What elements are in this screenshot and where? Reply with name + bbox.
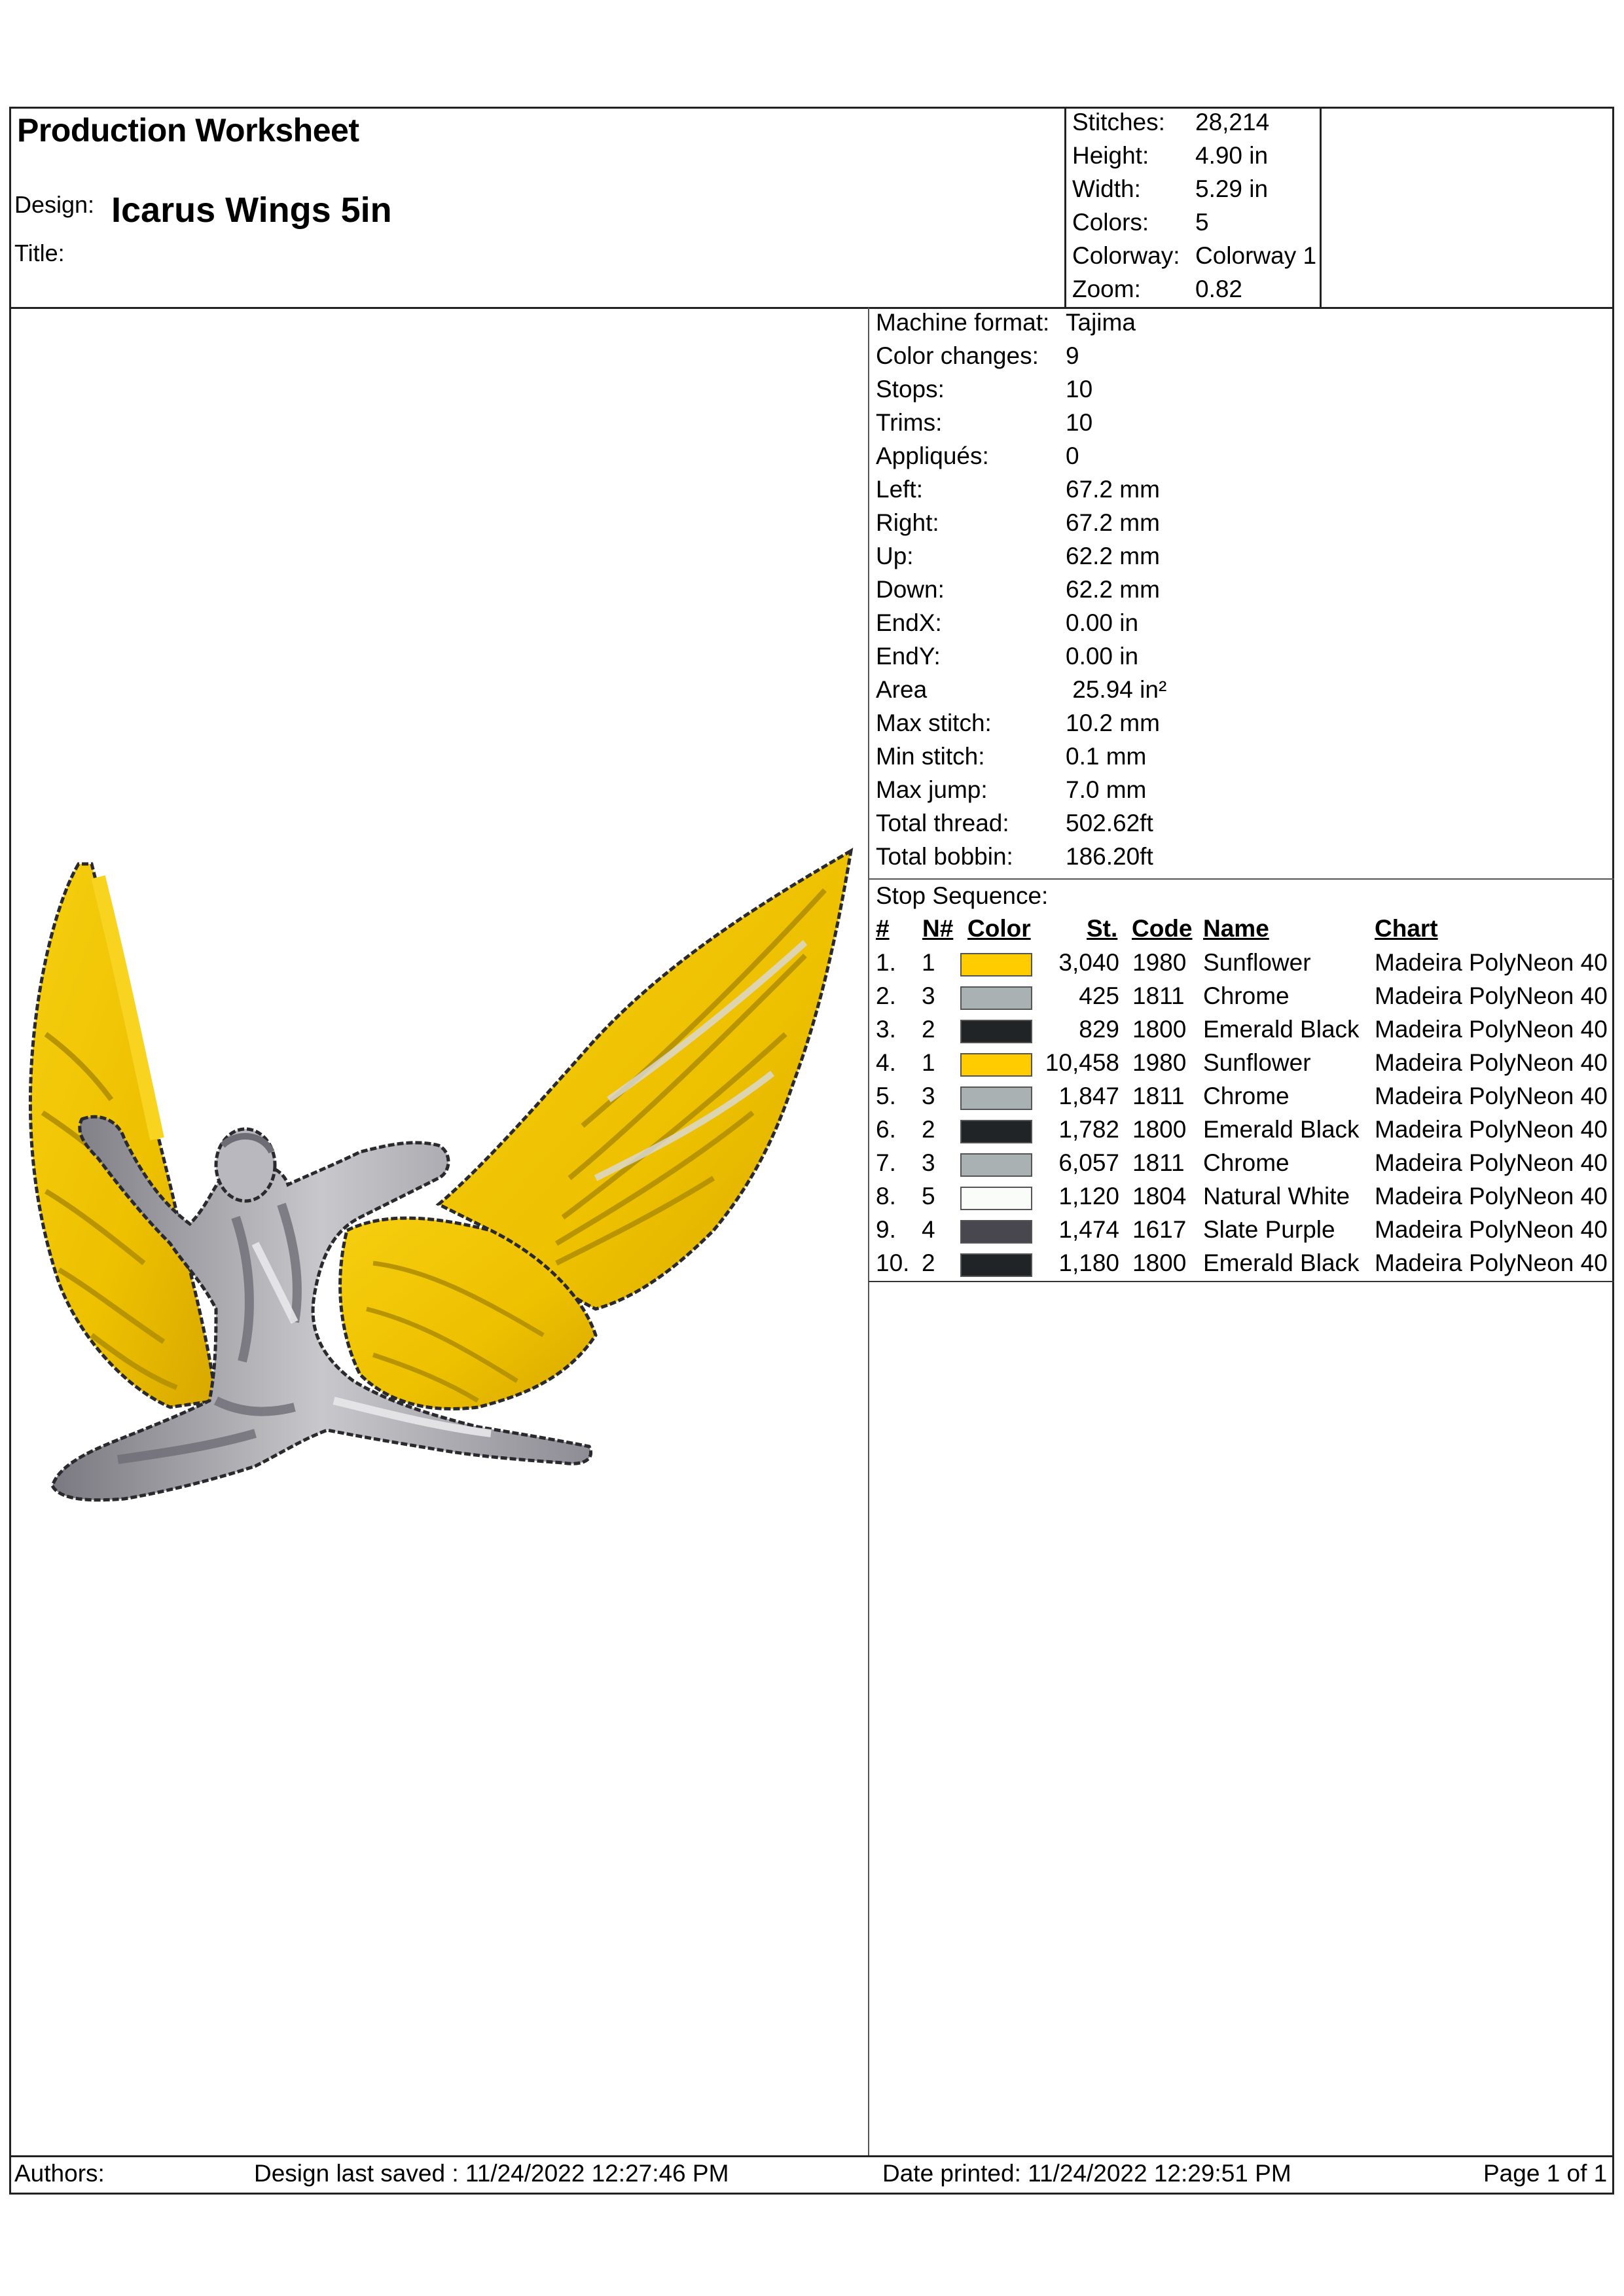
column-header-color: Color [967,915,1031,942]
thread-code: 1800 [1132,1249,1187,1276]
needle-number: 4 [922,1216,935,1243]
color-swatch [960,986,1032,1010]
thread-code: 1811 [1132,1149,1185,1176]
thread-code: 1811 [1132,1083,1185,1109]
info-label: Machine format: [876,309,1050,336]
stat-label: Width: [1072,175,1141,202]
stat-value: Colorway 1 [1195,242,1317,269]
thread-chart: Madeira PolyNeon 40 [1375,1083,1608,1109]
column-header-chart: Chart [1375,915,1438,942]
color-swatch [960,1220,1032,1244]
info-label: Right: [876,509,939,536]
row-index: 10. [876,1249,910,1276]
info-value: 10.2 mm [1066,709,1160,736]
needle-number: 3 [922,1149,935,1176]
design-name: Icarus Wings 5in [111,190,392,230]
row-index: 8. [876,1183,896,1210]
thread-code: 1811 [1132,982,1185,1009]
footer-last-saved: Design last saved : 11/24/2022 12:27:46 PM [254,2160,729,2187]
row-index: 1. [876,949,896,976]
info-label: Left: [876,476,923,503]
table-row [864,1149,1614,1183]
design-preview-image [20,838,864,1636]
column-header-stitches: St. [1087,915,1118,942]
thread-chart: Madeira PolyNeon 40 [1375,1149,1608,1176]
info-value: 25.94 in² [1066,676,1167,703]
color-swatch [960,1253,1032,1277]
stat-label: Zoom: [1072,276,1141,302]
info-value: 186.20ft [1066,843,1153,870]
info-value: 0.00 in [1066,643,1139,670]
thread-chart: Madeira PolyNeon 40 [1375,1249,1608,1276]
row-index: 5. [876,1083,896,1109]
info-label: Total thread: [876,810,1009,836]
table-row [864,1049,1614,1083]
column-header-index: # [876,915,890,942]
thread-code: 1980 [1132,1049,1187,1076]
needle-number: 2 [922,1249,935,1276]
color-swatch [960,1020,1032,1043]
stitch-count: 3,040 [1058,949,1119,976]
row-index: 9. [876,1216,896,1243]
thread-code: 1617 [1132,1216,1187,1243]
color-swatch [960,1086,1032,1110]
column-header-needle: N# [922,915,954,942]
thread-code: 1800 [1132,1016,1187,1043]
color-swatch [960,1120,1032,1143]
table-row [864,1249,1614,1283]
stat-value: 5 [1195,209,1209,236]
color-swatch [960,1153,1032,1177]
stitch-count: 425 [1079,982,1119,1009]
needle-number: 5 [922,1183,935,1210]
info-label: Up: [876,543,914,569]
thread-chart: Madeira PolyNeon 40 [1375,1216,1608,1243]
table-row [864,1083,1614,1116]
thread-name: Sunflower [1203,1049,1311,1076]
thread-chart: Madeira PolyNeon 40 [1375,982,1608,1009]
thread-name: Emerald Black [1203,1016,1360,1043]
stitch-count: 1,180 [1058,1249,1119,1276]
stat-value: 0.82 [1195,276,1243,302]
info-label: Stops: [876,376,945,403]
info-value: 62.2 mm [1066,576,1160,603]
header-blank-divider [1320,107,1322,308]
column-header-name: Name [1203,915,1269,942]
stat-label: Height: [1072,142,1149,169]
needle-number: 1 [922,949,935,976]
stat-value: 28,214 [1195,109,1270,135]
row-index: 3. [876,1016,896,1043]
title-label: Title: [14,240,65,266]
design-label: Design: [14,191,95,218]
thread-chart: Madeira PolyNeon 40 [1375,949,1608,976]
thread-name: Slate Purple [1203,1216,1335,1243]
info-value: 502.62ft [1066,810,1153,836]
info-value: 67.2 mm [1066,509,1160,536]
info-label: Area [876,676,928,703]
footer-date-printed: Date printed: 11/24/2022 12:29:51 PM [882,2160,1291,2187]
row-index: 6. [876,1116,896,1143]
thread-name: Emerald Black [1203,1249,1360,1276]
footer-page-number: Page 1 of 1 [1483,2160,1608,2187]
info-value: 0 [1066,442,1079,469]
table-row [864,1216,1614,1249]
stitch-count: 10,458 [1045,1049,1119,1076]
column-header-code: Code [1132,915,1193,942]
footer-authors: Authors: [14,2160,105,2187]
color-swatch [960,1053,1032,1077]
needle-number: 2 [922,1016,935,1043]
info-value: 10 [1066,409,1093,436]
info-value: 67.2 mm [1066,476,1160,503]
info-label: EndY: [876,643,941,670]
stat-label: Colorway: [1072,242,1180,269]
info-label: Total bobbin: [876,843,1013,870]
stop-sequence-title: Stop Sequence: [876,882,1049,909]
stitch-count: 6,057 [1058,1149,1119,1176]
info-value: 0.1 mm [1066,743,1147,770]
table-row [864,1183,1614,1216]
stitch-count: 1,847 [1058,1083,1119,1109]
stat-label: Stitches: [1072,109,1165,135]
info-label: Trims: [876,409,943,436]
thread-chart: Madeira PolyNeon 40 [1375,1049,1608,1076]
stitch-count: 1,120 [1058,1183,1119,1210]
thread-code: 1804 [1132,1183,1187,1210]
info-label: Max stitch: [876,709,992,736]
page-title: Production Worksheet [17,112,359,149]
header-divider [9,307,1614,309]
info-label: Color changes: [876,342,1039,369]
stitch-count: 1,782 [1058,1116,1119,1143]
needle-number: 3 [922,1083,935,1109]
info-stopseq-divider [869,878,1614,880]
info-label: Appliqués: [876,442,989,469]
table-row [864,1016,1614,1049]
info-value: 7.0 mm [1066,776,1147,803]
stat-value: 5.29 in [1195,175,1269,202]
thread-name: Emerald Black [1203,1116,1360,1143]
thread-name: Chrome [1203,1149,1290,1176]
info-value: 0.00 in [1066,609,1139,636]
row-index: 7. [876,1149,896,1176]
stitch-count: 829 [1079,1016,1119,1043]
info-value: 9 [1066,342,1079,369]
table-row [864,1116,1614,1149]
header-stats-divider [1064,107,1066,308]
info-label: Max jump: [876,776,988,803]
footer-divider [9,2155,1614,2157]
thread-chart: Madeira PolyNeon 40 [1375,1183,1608,1210]
row-index: 4. [876,1049,896,1076]
color-swatch [960,1187,1032,1210]
info-value: 62.2 mm [1066,543,1160,569]
thread-code: 1800 [1132,1116,1187,1143]
needle-number: 1 [922,1049,935,1076]
row-index: 2. [876,982,896,1009]
thread-code: 1980 [1132,949,1187,976]
stitch-count: 1,474 [1058,1216,1119,1243]
thread-chart: Madeira PolyNeon 40 [1375,1116,1608,1143]
table-row [864,949,1614,982]
stat-label: Colors: [1072,209,1149,236]
info-label: Min stitch: [876,743,985,770]
needle-number: 3 [922,982,935,1009]
needle-number: 2 [922,1116,935,1143]
thread-name: Chrome [1203,1083,1290,1109]
thread-chart: Madeira PolyNeon 40 [1375,1016,1608,1043]
thread-name: Chrome [1203,982,1290,1009]
info-label: EndX: [876,609,942,636]
stat-value: 4.90 in [1195,142,1269,169]
info-label: Down: [876,576,945,603]
table-row [864,982,1614,1016]
info-value: Tajima [1066,309,1136,336]
thread-name: Sunflower [1203,949,1311,976]
color-swatch [960,953,1032,977]
info-value: 10 [1066,376,1093,403]
thread-name: Natural White [1203,1183,1350,1210]
